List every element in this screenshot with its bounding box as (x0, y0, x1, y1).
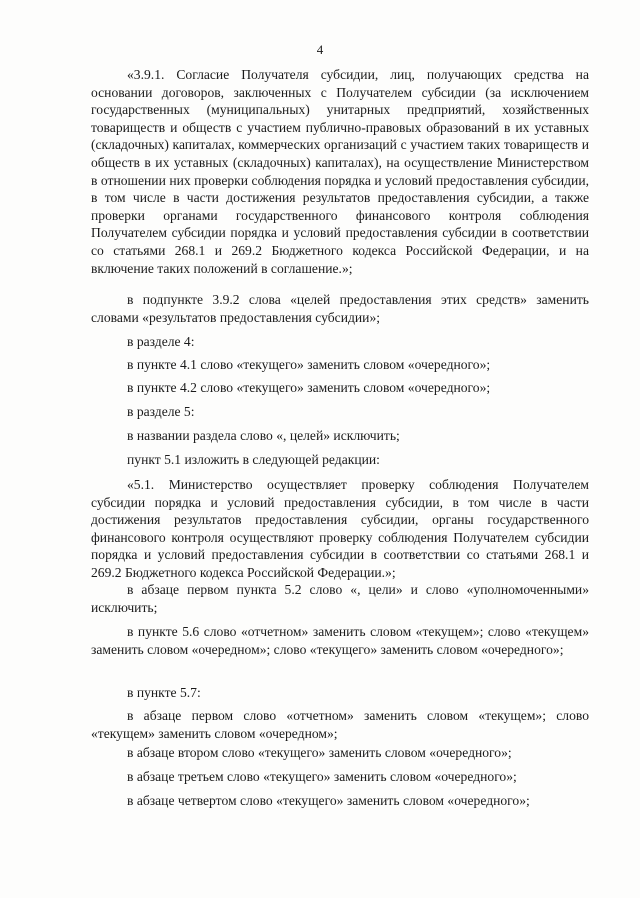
paragraph-text: «3.9.1. Согласие Получателя субсидии, лиц, получающих средства на основании договоров, заключенных с Получателем субсидии (за исключением государственных (муниципальных) унитарных предприятий, хозяйственных товариществ и обществ с участием публично-правовых образований в их уставных (складочных) капиталах, коммерческих организаций с участием таких товариществ и обществ в их уставных (складочных) капиталах), на осуществление Министерством в отношении них проверки соблюдения порядка и условий предоставления субсидии, в том числе в части достижения результатов предоставления субсидии, а также проверки органами государственного финансового контроля соблюдения Получателем субсидии порядка и условий предоставления субсидии в соответствии со статьями 268.1 и 269.2 Бюджетного кодекса Российской Федерации, и на включение таких положений в соглашение.»; (91, 67, 589, 276)
paragraph-text: в абзаце втором слово «текущего» заменить словом «очередного»; (127, 745, 512, 760)
paragraph-5-7-third (91, 768, 589, 786)
paragraph-text: в пункте 5.7: (127, 685, 201, 700)
paragraph-5-7-first (91, 707, 589, 742)
paragraph-text: в названии раздела слово «, целей» исключить; (127, 428, 400, 443)
paragraph-text: в пункте 5.6 слово «отчетном» заменить словом «текущем»; слово «текущем» заменить словом «очередном»; слово «текущего» заменить словом «очередного»; (91, 624, 589, 657)
page-number: 4 (316, 42, 324, 57)
paragraph-5-1-new-text (91, 476, 589, 582)
paragraph-text: пункт 5.1 изложить в следующей редакции: (127, 452, 380, 467)
paragraph-5-6-amendment (91, 623, 589, 658)
paragraph-text: «5.1. Министерство осуществляет проверку соблюдения Получателем субсидии порядка и условий предоставления субсидии, в том числе в части достижения результатов предоставления субсидии, органы государственного финансового контроля осуществляют проверку соблюдения Получателем субсидии порядка и условий предоставления субсидии в соответствии со статьями 268.1 и 269.2 Бюджетного кодекса Российской Федерации.»; (91, 477, 589, 580)
paragraph-text: в разделе 4: (127, 334, 195, 349)
paragraph-text: в абзаце четвертом слово «текущего» заменить словом «очередного»; (127, 793, 530, 808)
paragraph-section-5 (91, 403, 589, 421)
paragraph-5-7-intro (91, 684, 589, 702)
paragraph-5-1-intro (91, 451, 589, 469)
paragraph-5-2-amendment (91, 581, 589, 616)
paragraph-section-title-amendment (91, 427, 589, 445)
paragraph-3-9-2-amendment (91, 291, 589, 326)
paragraph-4-2-amendment (91, 379, 589, 397)
paragraph-5-7-second (91, 744, 589, 762)
paragraph-section-4 (91, 333, 589, 351)
paragraph-3-9-1 (91, 66, 589, 277)
paragraph-text: в абзаце первом слово «отчетном» заменить словом «текущем»; слово «текущем» заменить словом «очередном»; (91, 708, 589, 741)
paragraph-text: в пункте 4.2 слово «текущего» заменить словом «очередного»; (127, 380, 491, 395)
paragraph-text: в разделе 5: (127, 404, 195, 419)
paragraph-text: в абзаце третьем слово «текущего» заменить словом «очередного»; (127, 769, 517, 784)
paragraph-text: в абзаце первом пункта 5.2 слово «, цели» и слово «уполномоченными» исключить; (91, 582, 589, 615)
paragraph-5-7-fourth (91, 792, 589, 810)
paragraph-text: в пункте 4.1 слово «текущего» заменить словом «очередного»; (127, 357, 491, 372)
paragraph-4-1-amendment (91, 356, 589, 374)
paragraph-text: в подпункте 3.9.2 слова «целей предоставления этих средств» заменить словами «результатов предоставления субсидии»; (91, 292, 589, 325)
